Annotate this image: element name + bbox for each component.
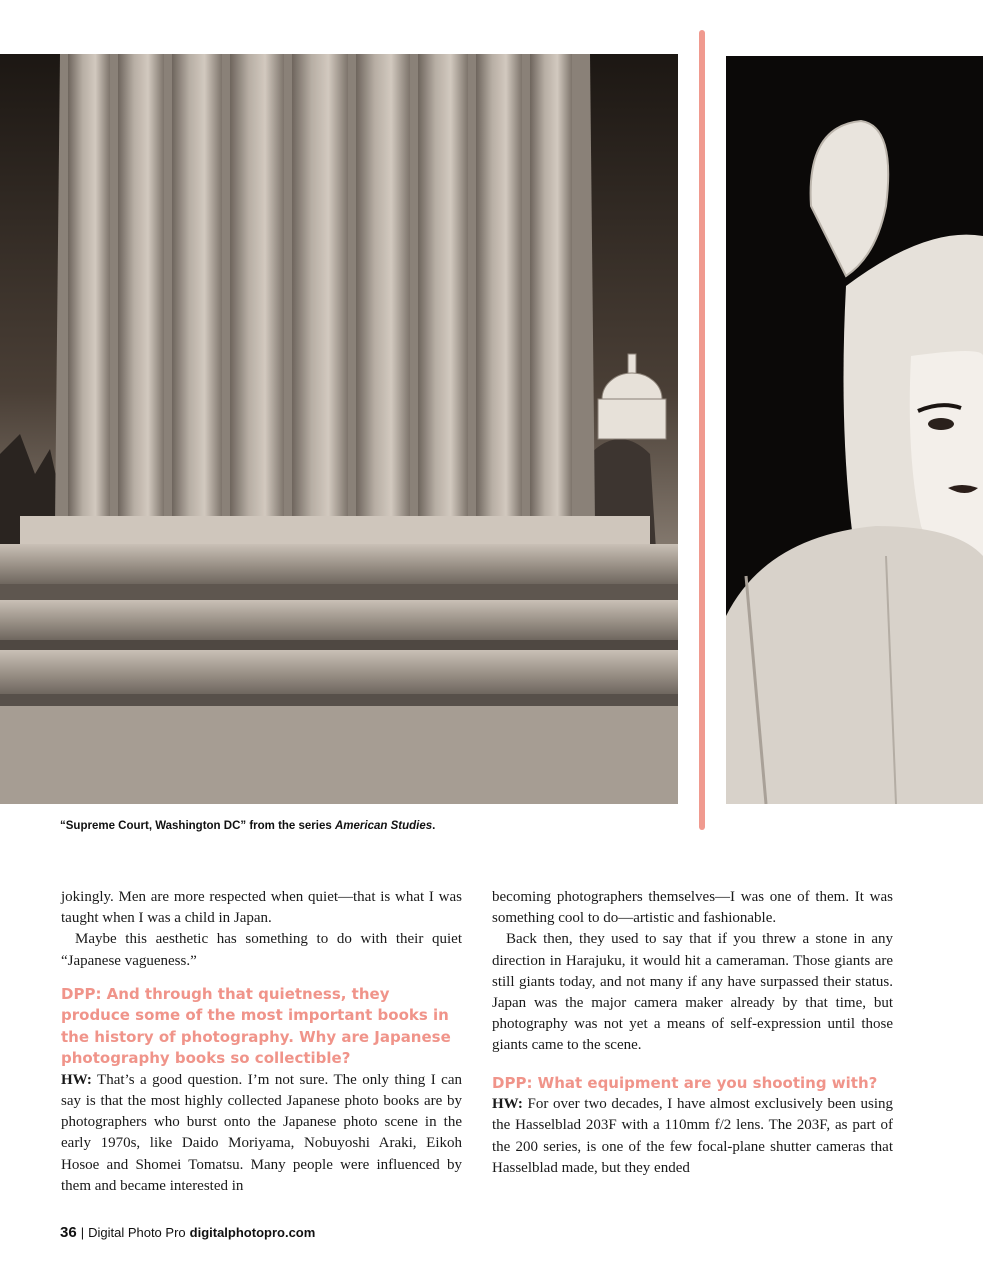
paragraph: Back then, they used to say that if you threw a stone in any direction in Harajuku, it would hit a cameraman. Those giants are still giants today, and not many if any have surpassed their status. Japan was the major camera maker already by that time, but photography was not yet a means of self-expression until those giants came to the scene. (492, 931, 893, 1054)
photo-supreme-court (0, 54, 678, 804)
answer-label: HW: (61, 1071, 92, 1088)
caption-series-title: American Studies (334, 820, 433, 832)
article-column-left (61, 887, 462, 1197)
answer-text: For over two decades, I have almost exclusively been using the Hasselblad 203F with a 110mm f/2 lens. The 203F, as part of the 200 series, is one of the few focal-plane shutter cameras that Hasselblad made, but they ended (492, 1096, 893, 1176)
photo-caption (60, 820, 435, 832)
caption-text: “Supreme Court, Washington DC” from the series (60, 820, 335, 832)
answer-text: That’s a good question. I’m not sure. The only thing I can say is that the most highly collected Japanese photo books are by photographers who burst onto the Japanese photo scene in the early 1970s, like Daido Moriyama, Nobuyoshi Araki, Eikoh Hosoe and Shomei Tomatsu. Many people were influenced by them and became interested in (61, 1071, 462, 1194)
publication-url[interactable]: digitalphotopro.com (189, 1225, 316, 1240)
interview-answer (61, 1070, 462, 1197)
footer-separator: | (80, 1225, 85, 1240)
interview-question: DPP: What equipment are you shooting with? (492, 1073, 878, 1092)
article-column-right (492, 887, 893, 1179)
page-footer (60, 1224, 315, 1241)
paragraph: jokingly. Men are more respected when quiet—that is what I was taught when I was a child in Japan. (61, 889, 462, 927)
page-number: 36 (60, 1224, 77, 1241)
answer-label: HW: (492, 1096, 523, 1113)
paragraph: becoming photographers themselves—I was one of them. It was something cool to do—artistic and fashionable. (492, 889, 893, 927)
photo-harajuku-portrait (726, 56, 983, 804)
publication-name: Digital Photo Pro (88, 1225, 186, 1240)
paragraph: Maybe this aesthetic has something to do with their quiet “Japanese vagueness.” (61, 931, 462, 969)
interview-question: DPP: And through that quietness, they produce some of the most important books in the history of photography. Why are Japanese photography books so collectible? (61, 984, 451, 1068)
accent-stripe (699, 30, 705, 830)
interview-answer (492, 1094, 893, 1179)
caption-period: . (432, 820, 436, 832)
